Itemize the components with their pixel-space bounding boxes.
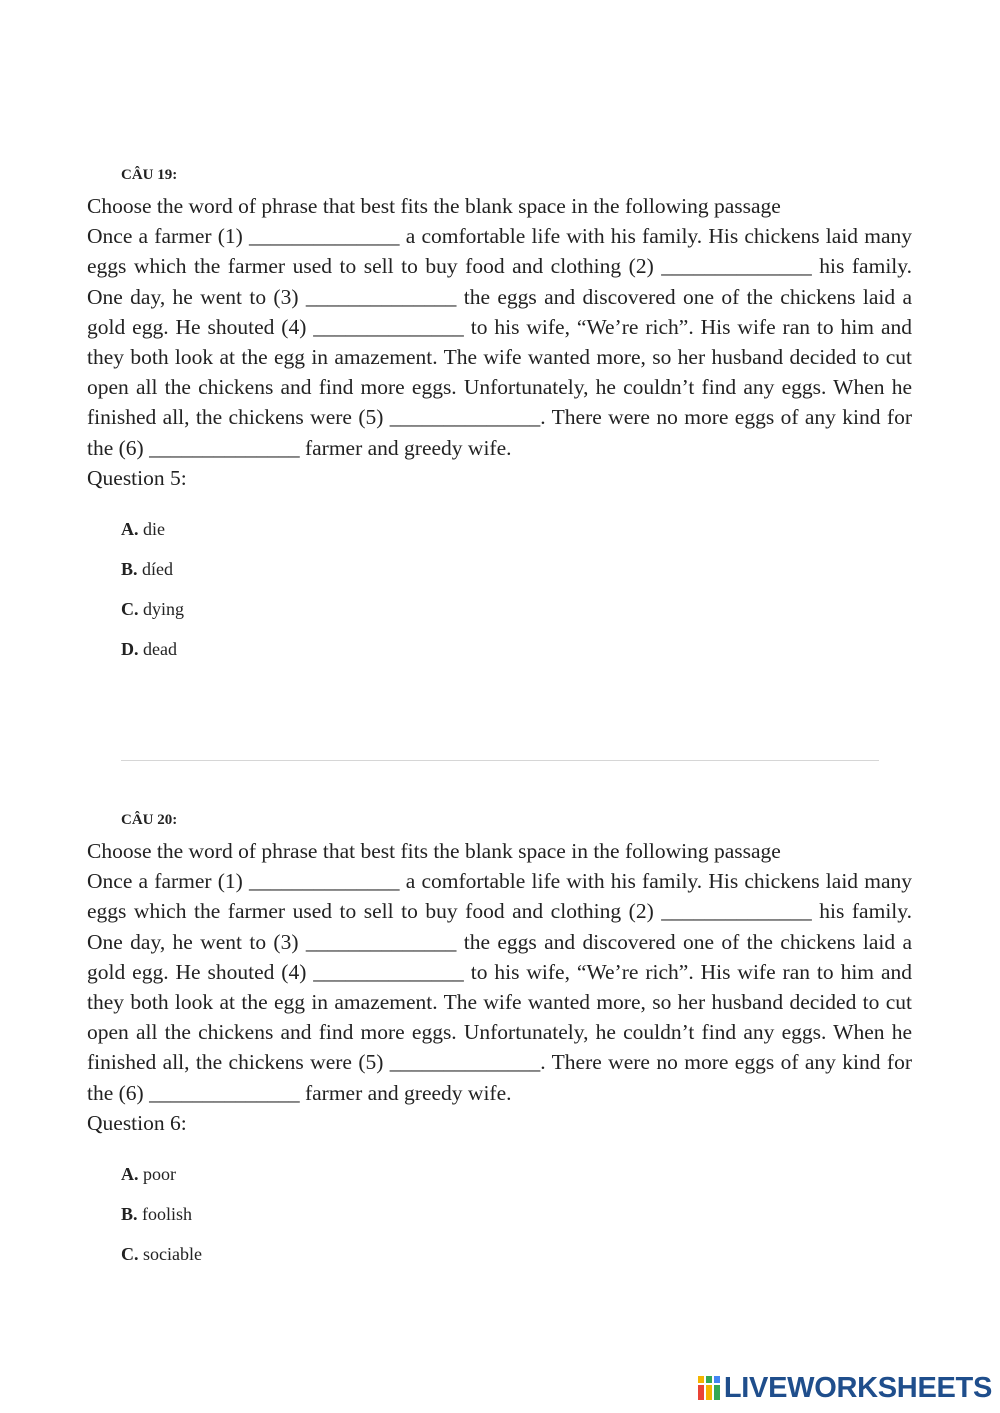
question-label: CÂU 19: — [121, 167, 178, 183]
option-text: dead — [143, 639, 177, 660]
question-label: CÂU 20: — [121, 812, 178, 828]
option-b[interactable] — [121, 1194, 912, 1234]
option-letter: D. — [121, 639, 139, 660]
option-text: sociable — [143, 1244, 202, 1265]
option-c[interactable] — [121, 589, 912, 629]
option-letter: C. — [121, 599, 139, 620]
question-number: Question 6: — [87, 1110, 187, 1135]
option-letter: A. — [121, 1164, 139, 1185]
passage-text: Once a farmer (1) ______________ a comfortable life with his family. His chickens laid many eggs which the farmer used to sell to buy food and clothing (2) ______________ his family. One day, he went to (3) ______________ the eggs and discovered one of the chickens laid a gold egg. He shouted (4) ______________ to his wife, “We’re rich”. His wife ran to him and they both look at the egg in amazement. The wife wanted more, so her husband decided to cut open all the chickens and find more eggs. Unfortunately, he couldn’t find any eggs. When he finished all, the chickens were (5) ______________. There were no more eggs of any kind for the (6) ______________ farmer and greedy wife. — [87, 869, 912, 1105]
option-letter: B. — [121, 1204, 138, 1225]
logo-text: LIVEWORKSHEETS — [723, 1371, 992, 1404]
option-a[interactable] — [121, 509, 912, 549]
option-text: dying — [143, 599, 185, 620]
option-letter: C. — [121, 1244, 139, 1265]
option-text: die — [143, 519, 165, 540]
section-divider — [121, 760, 879, 761]
passage-text: Once a farmer (1) ______________ a comfortable life with his family. His chickens laid many eggs which the farmer used to sell to buy food and clothing (2) ______________ his family. One day, he went to (3) ______________ the eggs and discovered one of the chickens laid a gold egg. He shouted (4) ______________ to his wife, “We’re rich”. His wife ran to him and they both look at the egg in amazement. The wife wanted more, so her husband decided to cut open all the chickens and find more eggs. Unfortunately, he couldn’t find any eggs. When he finished all, the chickens were (5) ______________. There were no more eggs of any kind for the (6) ______________ farmer and greedy wife. — [87, 224, 912, 460]
option-text: díed — [142, 559, 174, 580]
instruction-text: Choose the word of phrase that best fits the blank space in the following passage — [87, 839, 781, 863]
question-19 — [87, 165, 912, 669]
option-letter: B. — [121, 559, 138, 580]
option-text: poor — [143, 1164, 176, 1185]
option-d[interactable] — [121, 629, 912, 669]
answer-options — [121, 509, 912, 669]
option-a[interactable] — [121, 1154, 912, 1194]
option-b[interactable] — [121, 549, 912, 589]
option-text: foolish — [142, 1204, 193, 1225]
option-letter: A. — [121, 519, 139, 540]
instruction-text: Choose the word of phrase that best fits the blank space in the following passage — [87, 194, 781, 218]
liveworksheets-logo[interactable] — [698, 1371, 992, 1405]
liveworksheets-logo-icon — [698, 1376, 720, 1400]
answer-options — [121, 1154, 912, 1274]
question-20 — [87, 810, 912, 1274]
option-c[interactable] — [121, 1234, 912, 1274]
question-number: Question 5: — [87, 465, 187, 490]
